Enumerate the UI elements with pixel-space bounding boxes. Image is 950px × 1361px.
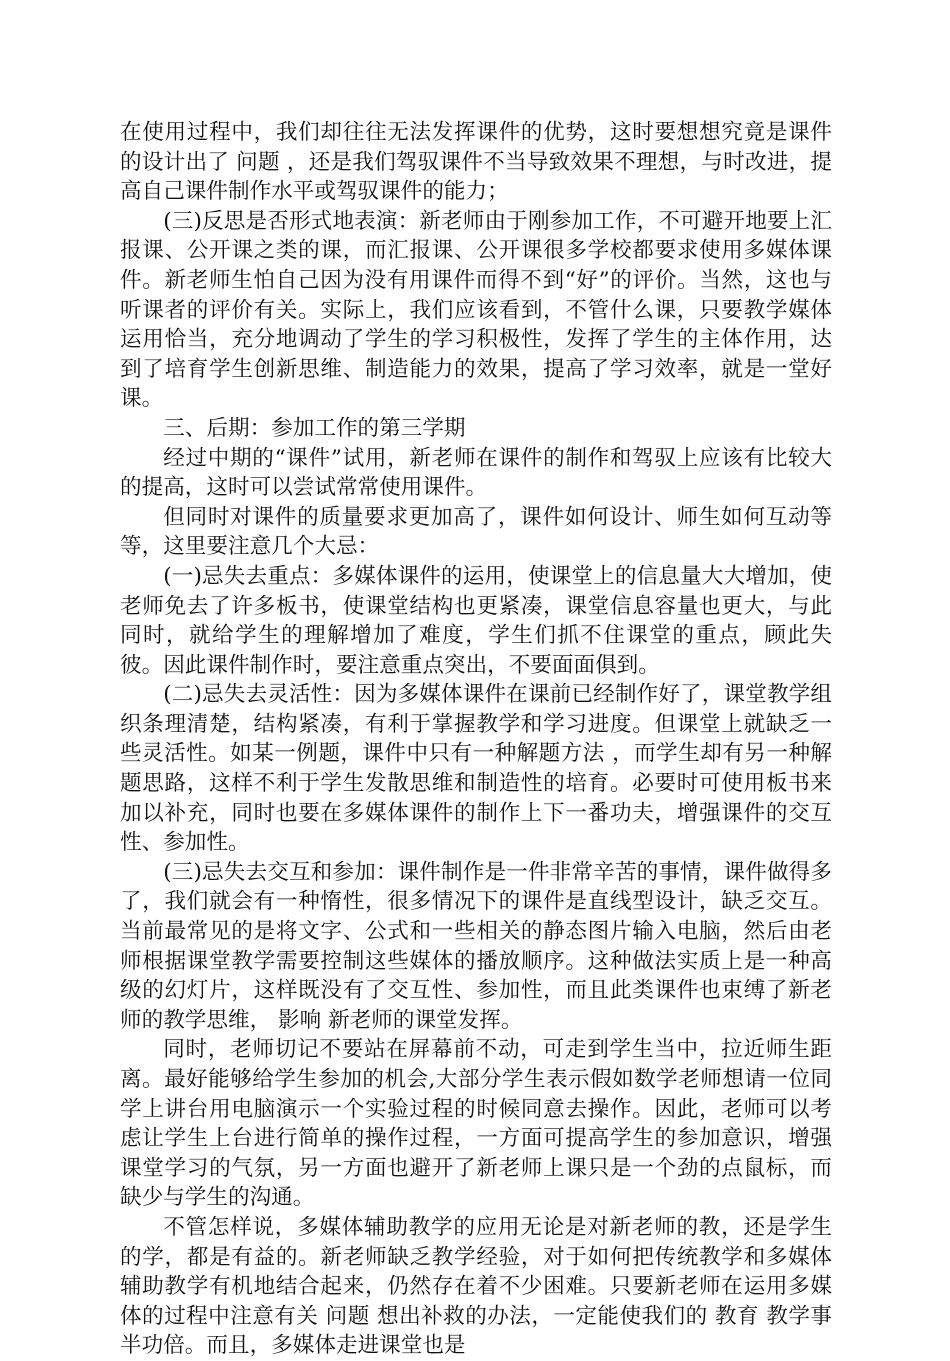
paragraph-conclusion: 不管怎样说，多媒体辅助教学的应用无论是对新老师的教，还是学生的学，都是有益的。新老师缺乏教学经验，对于如何把传统教学和多媒体辅助教学有机地结合起来，仍然存在着不少困难。只要新老师在运用多媒体的过程中注意有关 问题 想出补救的办法，一定能使我们的 教育 教学事半功倍。而且，多媒体走进课堂也是: [120, 1214, 832, 1359]
document-body: [120, 118, 832, 1361]
paragraph-reflection-3: (三)反思是否形式地表演：新老师由于刚参加工作，不可避开地要上汇报课、公开课之类的课，而汇报课、公开课很多学校都要求使用多媒体课件。新老师生怕自己因为没有用课件而得不到“好”的评价。当然，这也与听课者的评价有关。实际上，我们应该看到，不管什么课，只要教学媒体运用恰当，充分地调动了学生的学习积极性，发挥了学生的主体作用，达到了培育学生创新思维、制造能力的效果，提高了学习效率，就是一堂好课。: [120, 208, 832, 412]
paragraph-taboo-3: (三)忌失去交互和参加：课件制作是一件非常辛苦的事情，课件做得多了，我们就会有一种惰性，很多情况下的课件是直线型设计，缺乏交互。当前最常见的是将文字、公式和一些相关的静态图片输入电脑，然后由老师根据课堂教学需要控制这些媒体的播放顺序。这种做法实质上是一种高级的幻灯片，这样既没有了交互性、参加性，而且此类课件也束缚了新老师的教学思维， 影响 新老师的课堂发挥。: [120, 859, 832, 1033]
paragraph-mid-stage-trial: 经过中期的“课件”试用，新老师在课件的制作和驾驭上应该有比较大的提高，这时可以尝试常常使用课件。: [120, 445, 832, 501]
section-heading-later-stage: 三、后期：参加工作的第三学期: [163, 415, 466, 441]
paragraph-continuation: 在使用过程中，我们却往往无法发挥课件的优势，这时要想想究竟是课件的设计出了 问题 ，还是我们驾驭课件不当导致效果不理想，与时改进，提高自己课件制作水平或驾驭课件的能力；: [120, 120, 832, 205]
paragraph-taboos-intro: 但同时对课件的质量要求更加高了，课件如何设计、师生如何互动等等，这里要注意几个大忌：: [120, 504, 832, 560]
paragraph-taboo-1: (一)忌失去重点：多媒体课件的运用，使课堂上的信息量大大增加，使老师免去了许多板书，使课堂结构也更紧凑，课堂信息容量也更大，与此同时，就给学生的理解增加了难度，学生们抓不住课堂的重点，顾此失彼。因此课件制作时，要注意重点突出，不要面面俱到。: [120, 563, 832, 678]
paragraph-taboo-2: (二)忌失去灵活性：因为多媒体课件在课前已经制作好了，课堂教学组织条理清楚，结构紧凑，有利于掌握教学和学习进度。但课堂上就缺乏一些灵活性。如某一例题，课件中只有一种解题方法 ，而学生却有另一种解题思路，这样不利于学生发散思维和制造性的培育。必要时可使用板书来加以补充，同时也要在多媒体课件的制作上下一番功夫，增强课件的交互性、参加性。: [120, 682, 832, 856]
paragraph-interaction: 同时，老师切记不要站在屏幕前不动，可走到学生当中，拉近师生距离。最好能够给学生参加的机会,大部分学生表示假如数学老师想请一位同学上讲台用电脑演示一个实验过程的时候同意去操作。因此，老师可以考虑让学生上台进行简单的操作过程，一方面可提高学生的参加意识，增强课堂学习的气氛，另一方面也避开了新老师上课只是一个劲的点鼠标，而缺少与学生的沟通。: [120, 1037, 832, 1211]
